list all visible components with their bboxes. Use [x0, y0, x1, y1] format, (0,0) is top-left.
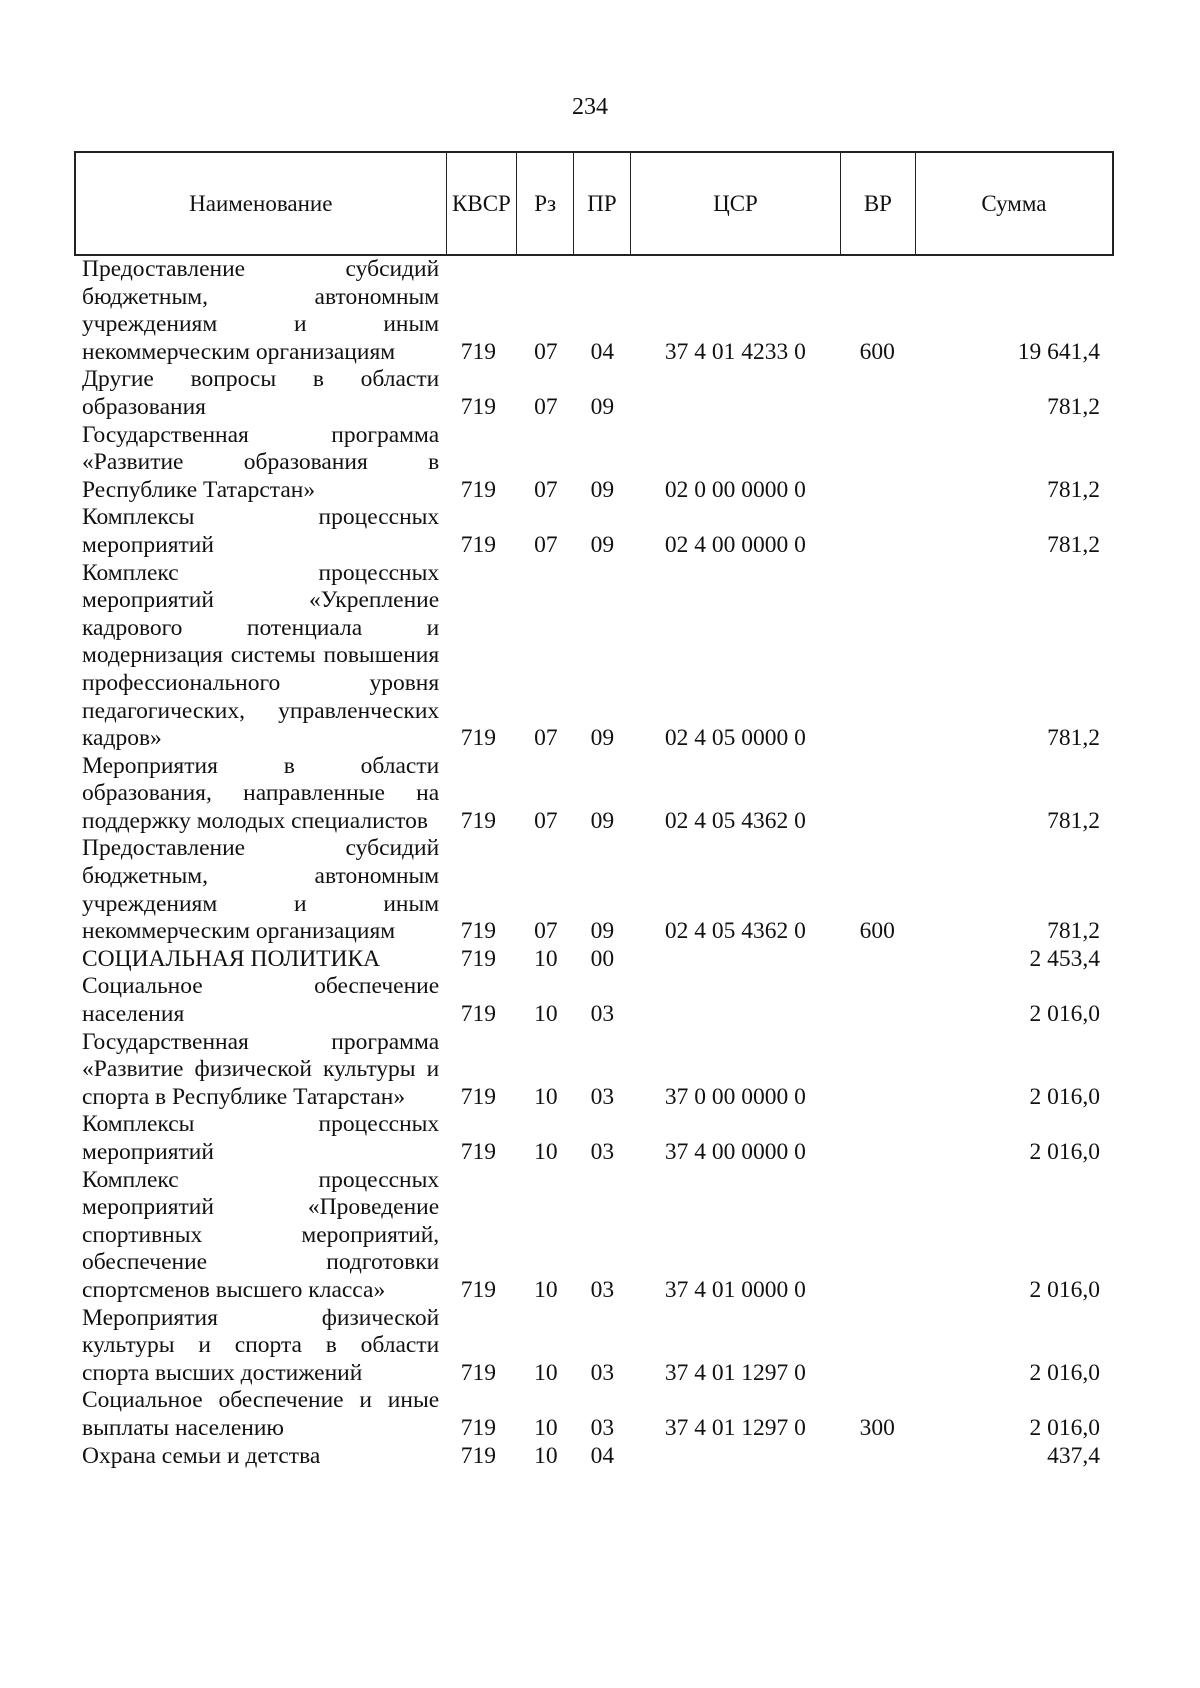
row-sum: 781,2 — [1047, 725, 1101, 752]
row-name: Другие вопросы в области образования — [82, 366, 440, 420]
table-row — [74, 835, 1114, 945]
row-rz: 10 — [534, 1276, 558, 1303]
header-csr: ЦСР — [631, 153, 841, 254]
row-kvsr: 719 — [460, 918, 496, 945]
row-kvsr: 719 — [460, 1414, 496, 1441]
row-csr: 02 4 05 0000 0 — [664, 725, 806, 752]
row-name: СОЦИАЛЬНАЯ ПОЛИТИКА — [82, 945, 381, 972]
row-name: Мероприятия физической культуры и спорта в области спорта высших достижений — [82, 1304, 440, 1386]
row-name: Комплекс процессных мероприятий «Проведение спортивных мероприятий, обеспечение подготовки спортсменов высшего класса» — [82, 1166, 440, 1303]
table-row — [74, 946, 1114, 974]
row-sum: 781,2 — [1047, 918, 1101, 945]
table-row — [74, 504, 1114, 559]
row-name: Государственная программа «Развитие образования в Республике Татарстан» — [82, 421, 440, 503]
header-kvsr: КВСР — [447, 153, 518, 254]
row-kvsr: 719 — [460, 531, 496, 558]
row-rz: 07 — [534, 393, 558, 420]
row-pr: 09 — [590, 807, 615, 834]
row-pr: 09 — [590, 476, 615, 503]
header-rz: Рз — [517, 153, 574, 254]
table-row — [74, 1167, 1114, 1305]
row-pr: 09 — [590, 531, 615, 558]
row-kvsr: 719 — [460, 1359, 496, 1386]
table-row — [74, 366, 1114, 421]
row-pr: 03 — [590, 1001, 615, 1028]
row-csr: 37 4 01 4233 0 — [664, 338, 806, 365]
row-name: Комплексы процессных мероприятий — [82, 504, 440, 558]
row-sum: 2 016,0 — [1029, 1276, 1101, 1303]
row-rz: 07 — [534, 807, 558, 834]
row-csr: 02 4 05 4362 0 — [664, 918, 806, 945]
row-pr: 03 — [590, 1083, 615, 1110]
row-pr: 03 — [590, 1139, 615, 1165]
header-vr: ВР — [841, 153, 916, 254]
row-csr: 02 4 05 4362 0 — [664, 807, 806, 834]
row-rz: 07 — [534, 725, 558, 752]
row-rz: 10 — [534, 1083, 558, 1110]
row-rz: 10 — [534, 1414, 558, 1441]
table-row — [74, 1029, 1114, 1112]
table-row — [74, 560, 1114, 753]
row-pr: 04 — [590, 1442, 615, 1469]
row-vr: 300 — [859, 1414, 895, 1441]
table-header — [74, 151, 1114, 256]
table-row — [74, 1387, 1114, 1442]
row-rz: 07 — [534, 531, 558, 558]
row-pr: 00 — [590, 945, 615, 972]
row-csr: 37 4 01 1297 0 — [664, 1414, 806, 1441]
row-kvsr: 719 — [460, 725, 496, 752]
row-rz: 10 — [534, 1139, 558, 1165]
row-sum: 781,2 — [1047, 476, 1101, 503]
row-rz: 07 — [534, 338, 558, 365]
row-sum: 2 016,0 — [1029, 1139, 1101, 1165]
row-pr: 09 — [590, 393, 615, 420]
table-row — [74, 422, 1114, 505]
row-csr: 37 4 00 0000 0 — [664, 1139, 806, 1165]
row-kvsr: 719 — [460, 807, 496, 834]
row-name: Государственная программа «Развитие физической культуры и спорта в Республике Татарстан» — [82, 1028, 440, 1110]
row-pr: 09 — [590, 725, 615, 752]
row-sum: 2 453,4 — [1029, 945, 1101, 972]
table-row — [74, 973, 1114, 1028]
row-name: Комплекс процессных мероприятий «Укрепление кадрового потенциала и модернизация системы повышения профессионального уровня педагогических, управленческих кадров» — [82, 559, 440, 752]
row-csr: 37 4 01 0000 0 — [664, 1276, 806, 1303]
table-row — [74, 256, 1114, 366]
row-kvsr: 719 — [460, 476, 496, 503]
row-rz: 07 — [534, 476, 558, 503]
row-vr: 600 — [859, 918, 895, 945]
row-name: Охрана семьи и детства — [82, 1442, 321, 1469]
row-rz: 10 — [534, 945, 558, 972]
table-row — [74, 1305, 1114, 1388]
header-sum: Сумма — [981, 190, 1047, 216]
row-name: Социальное обеспечение населения — [82, 973, 440, 1028]
row-csr: 37 0 00 0000 0 — [664, 1083, 806, 1110]
row-rz: 10 — [534, 1442, 558, 1469]
row-sum: 437,4 — [1047, 1442, 1101, 1469]
row-sum: 781,2 — [1047, 531, 1101, 558]
row-sum: 781,2 — [1047, 393, 1101, 420]
row-kvsr: 719 — [460, 1083, 496, 1110]
row-csr: 02 0 00 0000 0 — [664, 476, 806, 503]
row-kvsr: 719 — [460, 945, 496, 972]
row-pr: 09 — [590, 918, 615, 945]
row-kvsr: 719 — [460, 338, 496, 365]
row-kvsr: 719 — [460, 1139, 496, 1165]
row-sum: 19 641,4 — [1017, 338, 1101, 365]
row-sum: 781,2 — [1047, 807, 1101, 834]
row-name: Комплексы процессных мероприятий — [82, 1111, 440, 1165]
table-row — [74, 1443, 1114, 1471]
row-name: Предоставление субсидий бюджетным, автономным учреждениям и иным некоммерческим организациям — [82, 835, 440, 945]
row-sum: 2 016,0 — [1029, 1001, 1101, 1028]
row-kvsr: 719 — [460, 1442, 496, 1469]
table-row — [74, 1111, 1114, 1166]
table-row — [74, 753, 1114, 836]
page-number: 234 — [572, 94, 608, 120]
row-rz: 07 — [534, 918, 558, 945]
row-name: Социальное обеспечение и иные выплаты населению — [82, 1387, 440, 1441]
row-vr: 600 — [859, 338, 895, 365]
row-sum: 2 016,0 — [1029, 1083, 1101, 1110]
row-kvsr: 719 — [460, 1001, 496, 1028]
row-rz: 10 — [534, 1359, 558, 1386]
header-pr: ПР — [574, 153, 631, 254]
row-pr: 04 — [590, 338, 615, 365]
table-body — [74, 256, 1114, 1470]
row-csr: 02 4 00 0000 0 — [664, 531, 806, 558]
row-pr: 03 — [590, 1359, 615, 1386]
row-kvsr: 719 — [460, 393, 496, 420]
row-sum: 2 016,0 — [1029, 1414, 1101, 1441]
row-pr: 03 — [590, 1414, 615, 1441]
row-sum: 2 016,0 — [1029, 1359, 1101, 1386]
row-name: Мероприятия в области образования, направленные на поддержку молодых специалистов — [82, 752, 440, 834]
row-pr: 03 — [590, 1276, 615, 1303]
row-csr: 37 4 01 1297 0 — [664, 1359, 806, 1386]
row-name: Предоставление субсидий бюджетным, автономным учреждениям и иным некоммерческим организациям — [82, 256, 440, 365]
row-kvsr: 719 — [460, 1276, 496, 1303]
header-name: Наименование — [76, 153, 447, 254]
row-rz: 10 — [534, 1001, 558, 1028]
